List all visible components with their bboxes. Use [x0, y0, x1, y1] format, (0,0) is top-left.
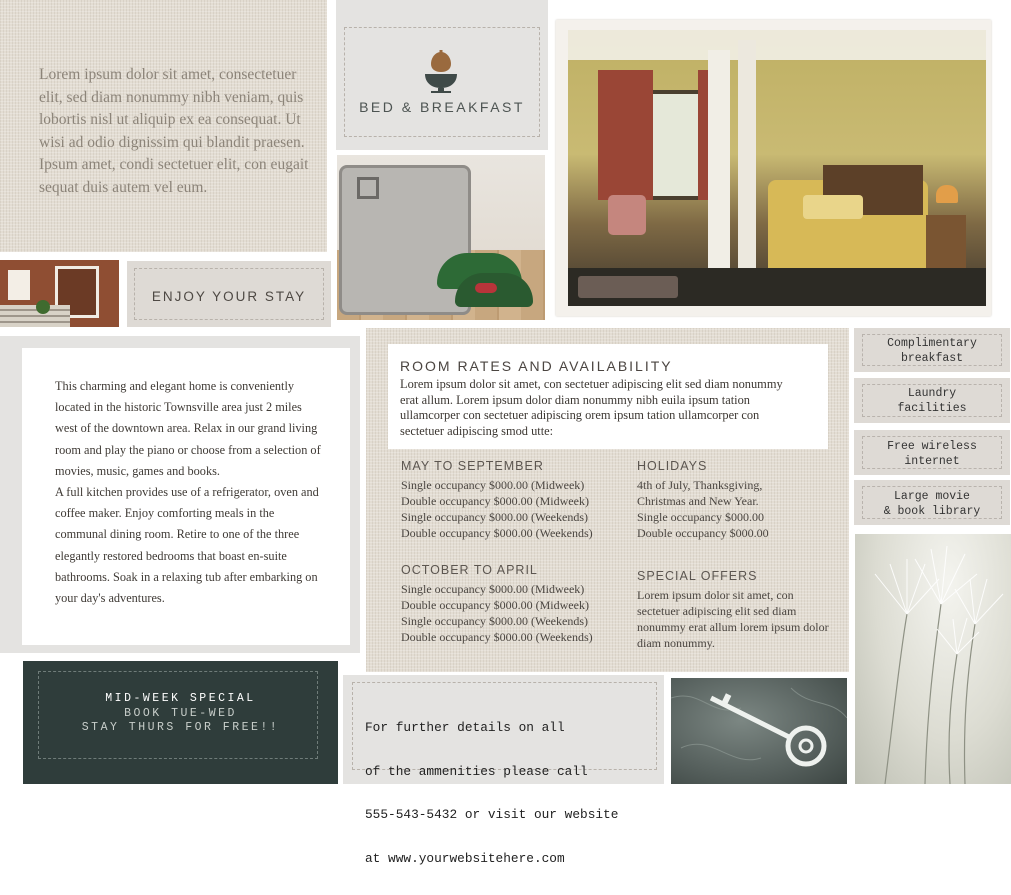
midweek-book: BOOK TUE-WED [124, 706, 237, 720]
intro-text: Lorem ipsum dolor sit amet, consectetuer elit, sed diam nonummy nibh veniam, quis lobortis nisl ut aliquip ex ea consequat. Ut wisi ad odio dignissim qui blandit praesen. Ipsum amet, condi sectetuer elit, con eugait sequat duis autem vel eum. [39, 66, 309, 196]
amenity-laundry [854, 378, 1010, 423]
rate-line: Single occupancy $000.00 (Midweek) [401, 478, 585, 492]
amenity-wireless [854, 430, 1010, 475]
holiday-line: 4th of July, Thanksgiving, [637, 478, 763, 492]
rates-intro: Lorem ipsum dolor sit amet, con sectetuer adipiscing elit sed diam nonummy erat allum. Lorem ipsum dolor diam nonummy nibh euila ipsum tation ullamcorper con sectetuer adipiscing orem ipsum tation ullamcorper con sectetuer adipiscing smod utte: [400, 377, 783, 438]
rate-line: Double occupancy $000.00 (Midweek) [401, 494, 589, 508]
special-offers-text: Lorem ipsum dolor sit amet, con sectetuer adipiscing elit sed diam nonummy erat allum lorem ipsum dolor diam nonummy. [637, 588, 829, 650]
rate-line: Double occupancy $000.00 (Weekends) [401, 630, 593, 644]
rate-line: Single occupancy $000.00 (Weekends) [401, 510, 588, 524]
midweek-title: MID-WEEK SPECIAL [105, 692, 256, 705]
intro-panel [0, 0, 327, 252]
bedroom-photo [568, 30, 986, 306]
amenity-line: facilities [897, 402, 967, 415]
rate-line: Single occupancy $000.00 (Weekends) [401, 614, 588, 628]
amenity-line: Complimentary [887, 337, 977, 350]
oct-apr-heading: OCTOBER TO APRIL [401, 563, 538, 577]
contact-line: of the ammenities please call [365, 763, 588, 779]
may-sep-heading: MAY TO SEPTEMBER [401, 459, 544, 473]
midweek-stay: STAY THURS FOR FREE!! [81, 721, 280, 734]
porch-photo [0, 260, 119, 327]
description-paragraph-2: A full kitchen provides use of a refrigerator, oven and coffee maker. Enjoy comforting meals in the communal dining room. Retire to one of the three elegantly restored bedrooms that boast en-suite bathrooms. Soak in a relaxing tub after embarking on your day's adventures. [55, 485, 319, 606]
rates-panel [366, 328, 849, 672]
acorn-cup-icon [421, 50, 461, 94]
brand-name: BED & BREAKFAST [359, 99, 525, 115]
amenity-line: internet [904, 455, 960, 468]
description-panel [0, 336, 360, 653]
holidays-heading: HOLIDAYS [637, 459, 708, 473]
holiday-line: Christmas and New Year. [637, 494, 759, 508]
holiday-line: Single occupancy $000.00 [637, 510, 764, 524]
amenity-breakfast [854, 328, 1010, 372]
rate-line: Double occupancy $000.00 (Midweek) [401, 598, 589, 612]
key-photo [671, 678, 847, 784]
special-offers-heading: SPECIAL OFFERS [637, 569, 758, 583]
description-paragraph-1: This charming and elegant home is conveniently located in the historic Townsville area just 2 miles west of the downtown area. Relax in our grand living room and play the piano or choose from a selection of movies, music, games and books. [55, 379, 321, 478]
enjoy-text: ENJOY YOUR STAY [151, 289, 307, 304]
amenity-library [854, 480, 1010, 525]
amenity-line: Free wireless [887, 440, 977, 453]
enjoy-panel [127, 261, 331, 327]
logo-panel [336, 0, 548, 150]
amenity-line: Large movie [894, 490, 970, 503]
holiday-line: Double occupancy $000.00 [637, 526, 769, 540]
dandelion-seeds-icon [855, 534, 1011, 784]
dandelion-photo [855, 534, 1011, 784]
rate-line: Double occupancy $000.00 (Weekends) [401, 526, 593, 540]
contact-panel [343, 675, 664, 866]
key-icon [671, 678, 847, 784]
rate-line: Single occupancy $000.00 (Midweek) [401, 582, 585, 596]
amenity-line: Laundry [907, 387, 957, 400]
amenity-line: & book library [883, 505, 981, 518]
rates-title: ROOM RATES AND AVAILABILITY [400, 358, 673, 374]
contact-line: 555-543-5432 or visit our website [365, 807, 619, 822]
contact-line: at www.yourwebsitehere.com [365, 850, 565, 866]
amenity-line: breakfast [900, 352, 964, 365]
suitcase-photo [337, 155, 545, 320]
contact-line: For further details on all [365, 720, 565, 735]
midweek-special-panel [23, 661, 338, 784]
bedroom-photo-frame [556, 20, 991, 316]
